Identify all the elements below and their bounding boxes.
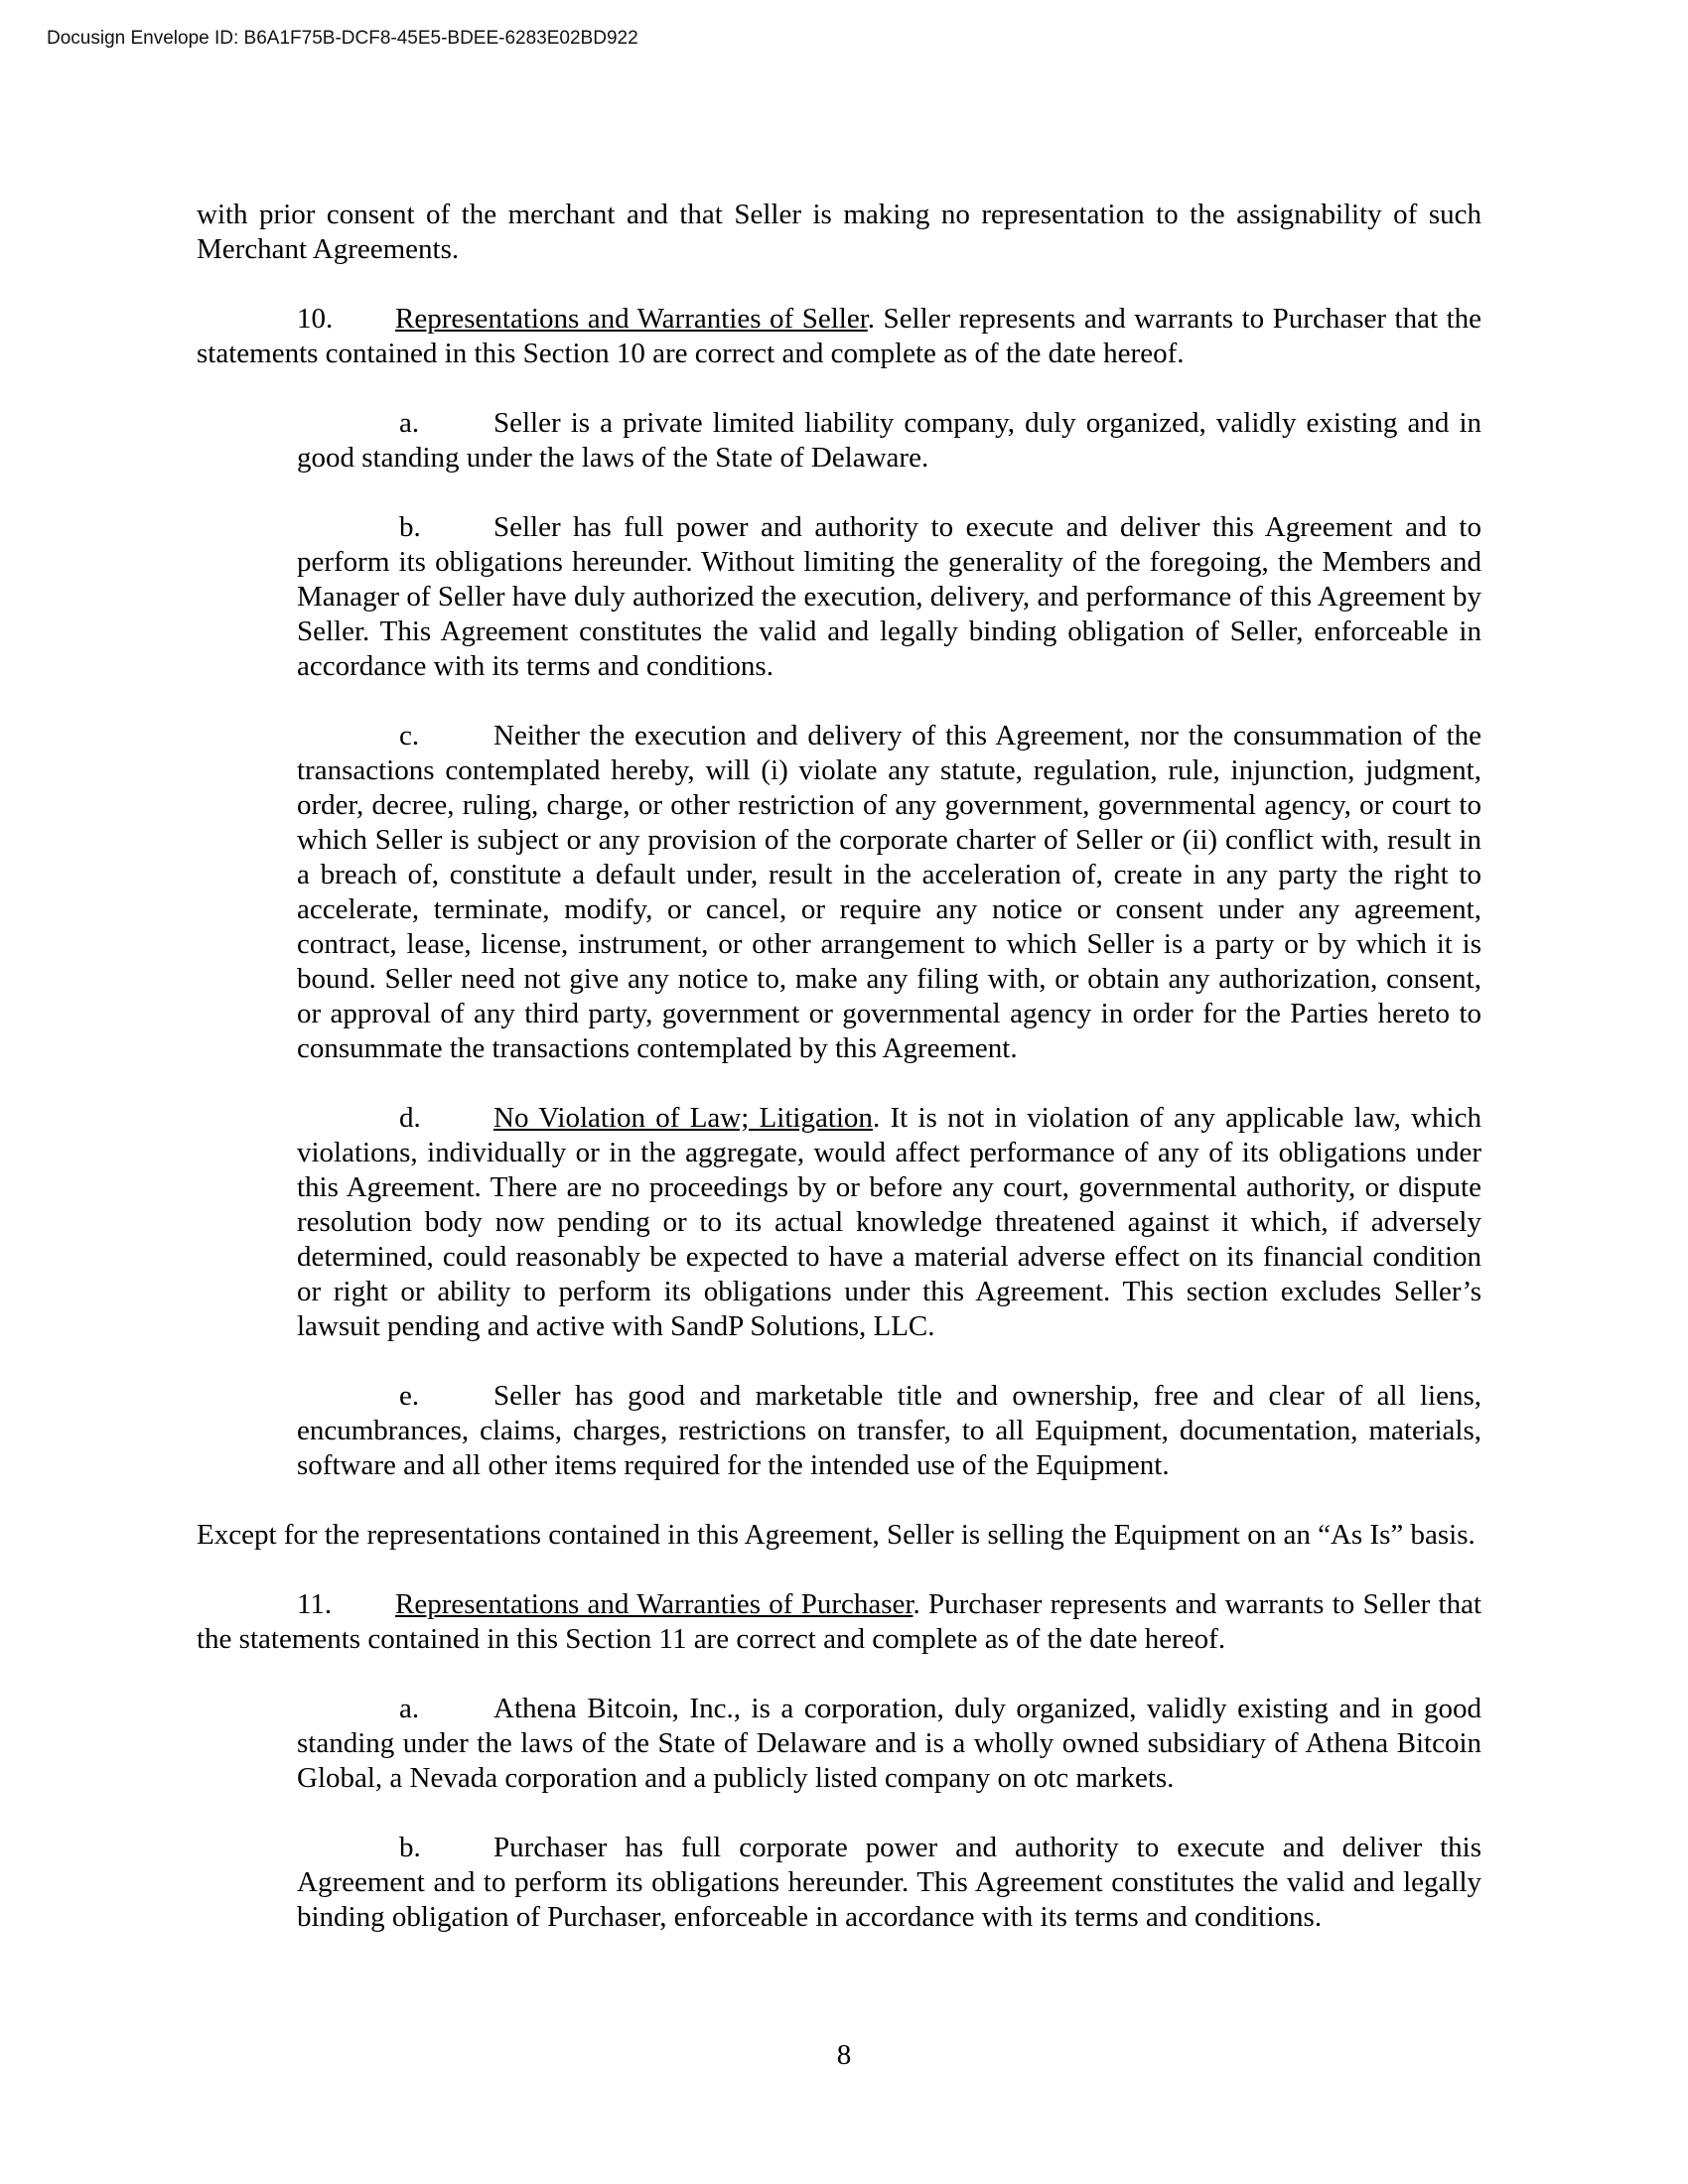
subsection-letter: c. xyxy=(399,720,420,751)
as-is-paragraph: Except for the representations contained in this Agreement, Seller is selling the Equipment on an “As Is” basis. xyxy=(197,1519,1476,1551)
subsection-letter: a. xyxy=(399,1693,420,1724)
continuation-paragraph: with prior consent of the merchant and that Seller is making no representation to the assignability of such Merchant Agreements. xyxy=(197,199,1481,265)
section-heading: Representations and Warranties of Purchaser xyxy=(395,1588,914,1620)
subsection-text: Seller is a private limited liability company, duly organized, validly existing and in good standing under the laws of the State of Delaware. xyxy=(297,407,1481,474)
section-number: 10. xyxy=(297,303,334,335)
section-text: . Purchaser represents and warrants to Seller that the statements contained in this Section 11 are correct and complete as of the date hereof. xyxy=(197,1588,1481,1655)
document-body xyxy=(197,198,1481,1970)
section-text: . Seller represents and warrants to Purchaser that the statements contained in this Section 10 are correct and complete as of the date hereof. xyxy=(197,303,1482,369)
subsection-item xyxy=(297,406,1481,476)
subsection-item xyxy=(297,1692,1481,1796)
subsection-text: Seller has full power and authority to execute and deliver this Agreement and to perform its obligations hereunder. Without limiting the generality of the foregoing, the Members and Manager of Seller have duly authorized the execution, delivery, and performance of this Agreement by Seller. This Agreement constitutes the valid and legally binding obligation of Seller, enforceable in accordance with its terms and conditions. xyxy=(297,511,1481,682)
subsection-letter: a. xyxy=(399,407,420,439)
subsection-item xyxy=(297,1379,1481,1483)
subsection-item xyxy=(297,1831,1481,1935)
section-number: 11. xyxy=(297,1588,333,1620)
subsection-letter: b. xyxy=(399,1832,421,1863)
docusign-envelope-id: Docusign Envelope ID: B6A1F75B-DCF8-45E5-BDEE-6283E02BD922 xyxy=(47,28,638,49)
subsection-text: Purchaser has full corporate power and authority to execute and deliver this Agreement and to perform its obligations hereunder. This Agreement constitutes the valid and legally binding obligation of Purchaser, enforceable in accordance with its terms and conditions. xyxy=(297,1832,1481,1933)
subsection-text: Athena Bitcoin, Inc., is a corporation, duly organized, validly existing and in good standing under the laws of the State of Delaware and is a wholly owned subsidiary of Athena Bitcoin Global, a Nevada corporation and a publicly listed company on otc markets. xyxy=(297,1693,1481,1794)
subsection-letter: b. xyxy=(399,511,421,543)
section-11 xyxy=(197,1587,1481,1657)
page-number: 8 xyxy=(836,2039,852,2071)
subsection-letter: e. xyxy=(399,1380,420,1412)
subsection-heading: No Violation of Law; Litigation xyxy=(493,1102,873,1134)
subsection-text: Neither the execution and delivery of this Agreement, nor the consummation of the transactions contemplated hereby, will (i) violate any statute, regulation, rule, injunction, judgment, order, decree, ruling, charge, or other restriction of any government, governmental agency, or court to which Seller is subject or any provision of the corporate charter of Seller or (ii) conflict with, result in a breach of, constitute a default under, result in the acceleration of, create in any party the right to accelerate, terminate, modify, or cancel, or require any notice or consent under any agreement, contract, lease, license, instrument, or other arrangement to which Seller is a party or by which it is bound. Seller need not give any notice to, make any filing with, or obtain any authorization, consent, or approval of any third party, government or governmental agency in order for the Parties hereto to consummate the transactions contemplated by this Agreement. xyxy=(297,720,1481,1064)
subsection-item xyxy=(297,719,1481,1066)
subsection-text: Seller has good and marketable title and ownership, free and clear of all liens, encumbrances, claims, charges, restrictions on transfer, to all Equipment, documentation, materials, software and all other items required for the intended use of the Equipment. xyxy=(297,1380,1481,1481)
subsection-item xyxy=(297,1101,1481,1344)
subsection-text: . It is not in violation of any applicable law, which violations, individually or in the aggregate, would affect performance of any of its obligations under this Agreement. There are no proceedings by or before any court, governmental authority, or dispute resolution body now pending or to its actual knowledge threatened against it which, if adversely determined, could reasonably be expected to have a material adverse effect on its financial condition or right or ability to perform its obligations under this Agreement. This section excludes Seller’s lawsuit pending and active with SandP Solutions, LLC. xyxy=(297,1102,1481,1342)
subsection-letter: d. xyxy=(399,1102,421,1134)
subsection-item xyxy=(297,510,1481,684)
section-10 xyxy=(197,302,1481,371)
section-heading: Representations and Warranties of Seller xyxy=(395,303,868,335)
